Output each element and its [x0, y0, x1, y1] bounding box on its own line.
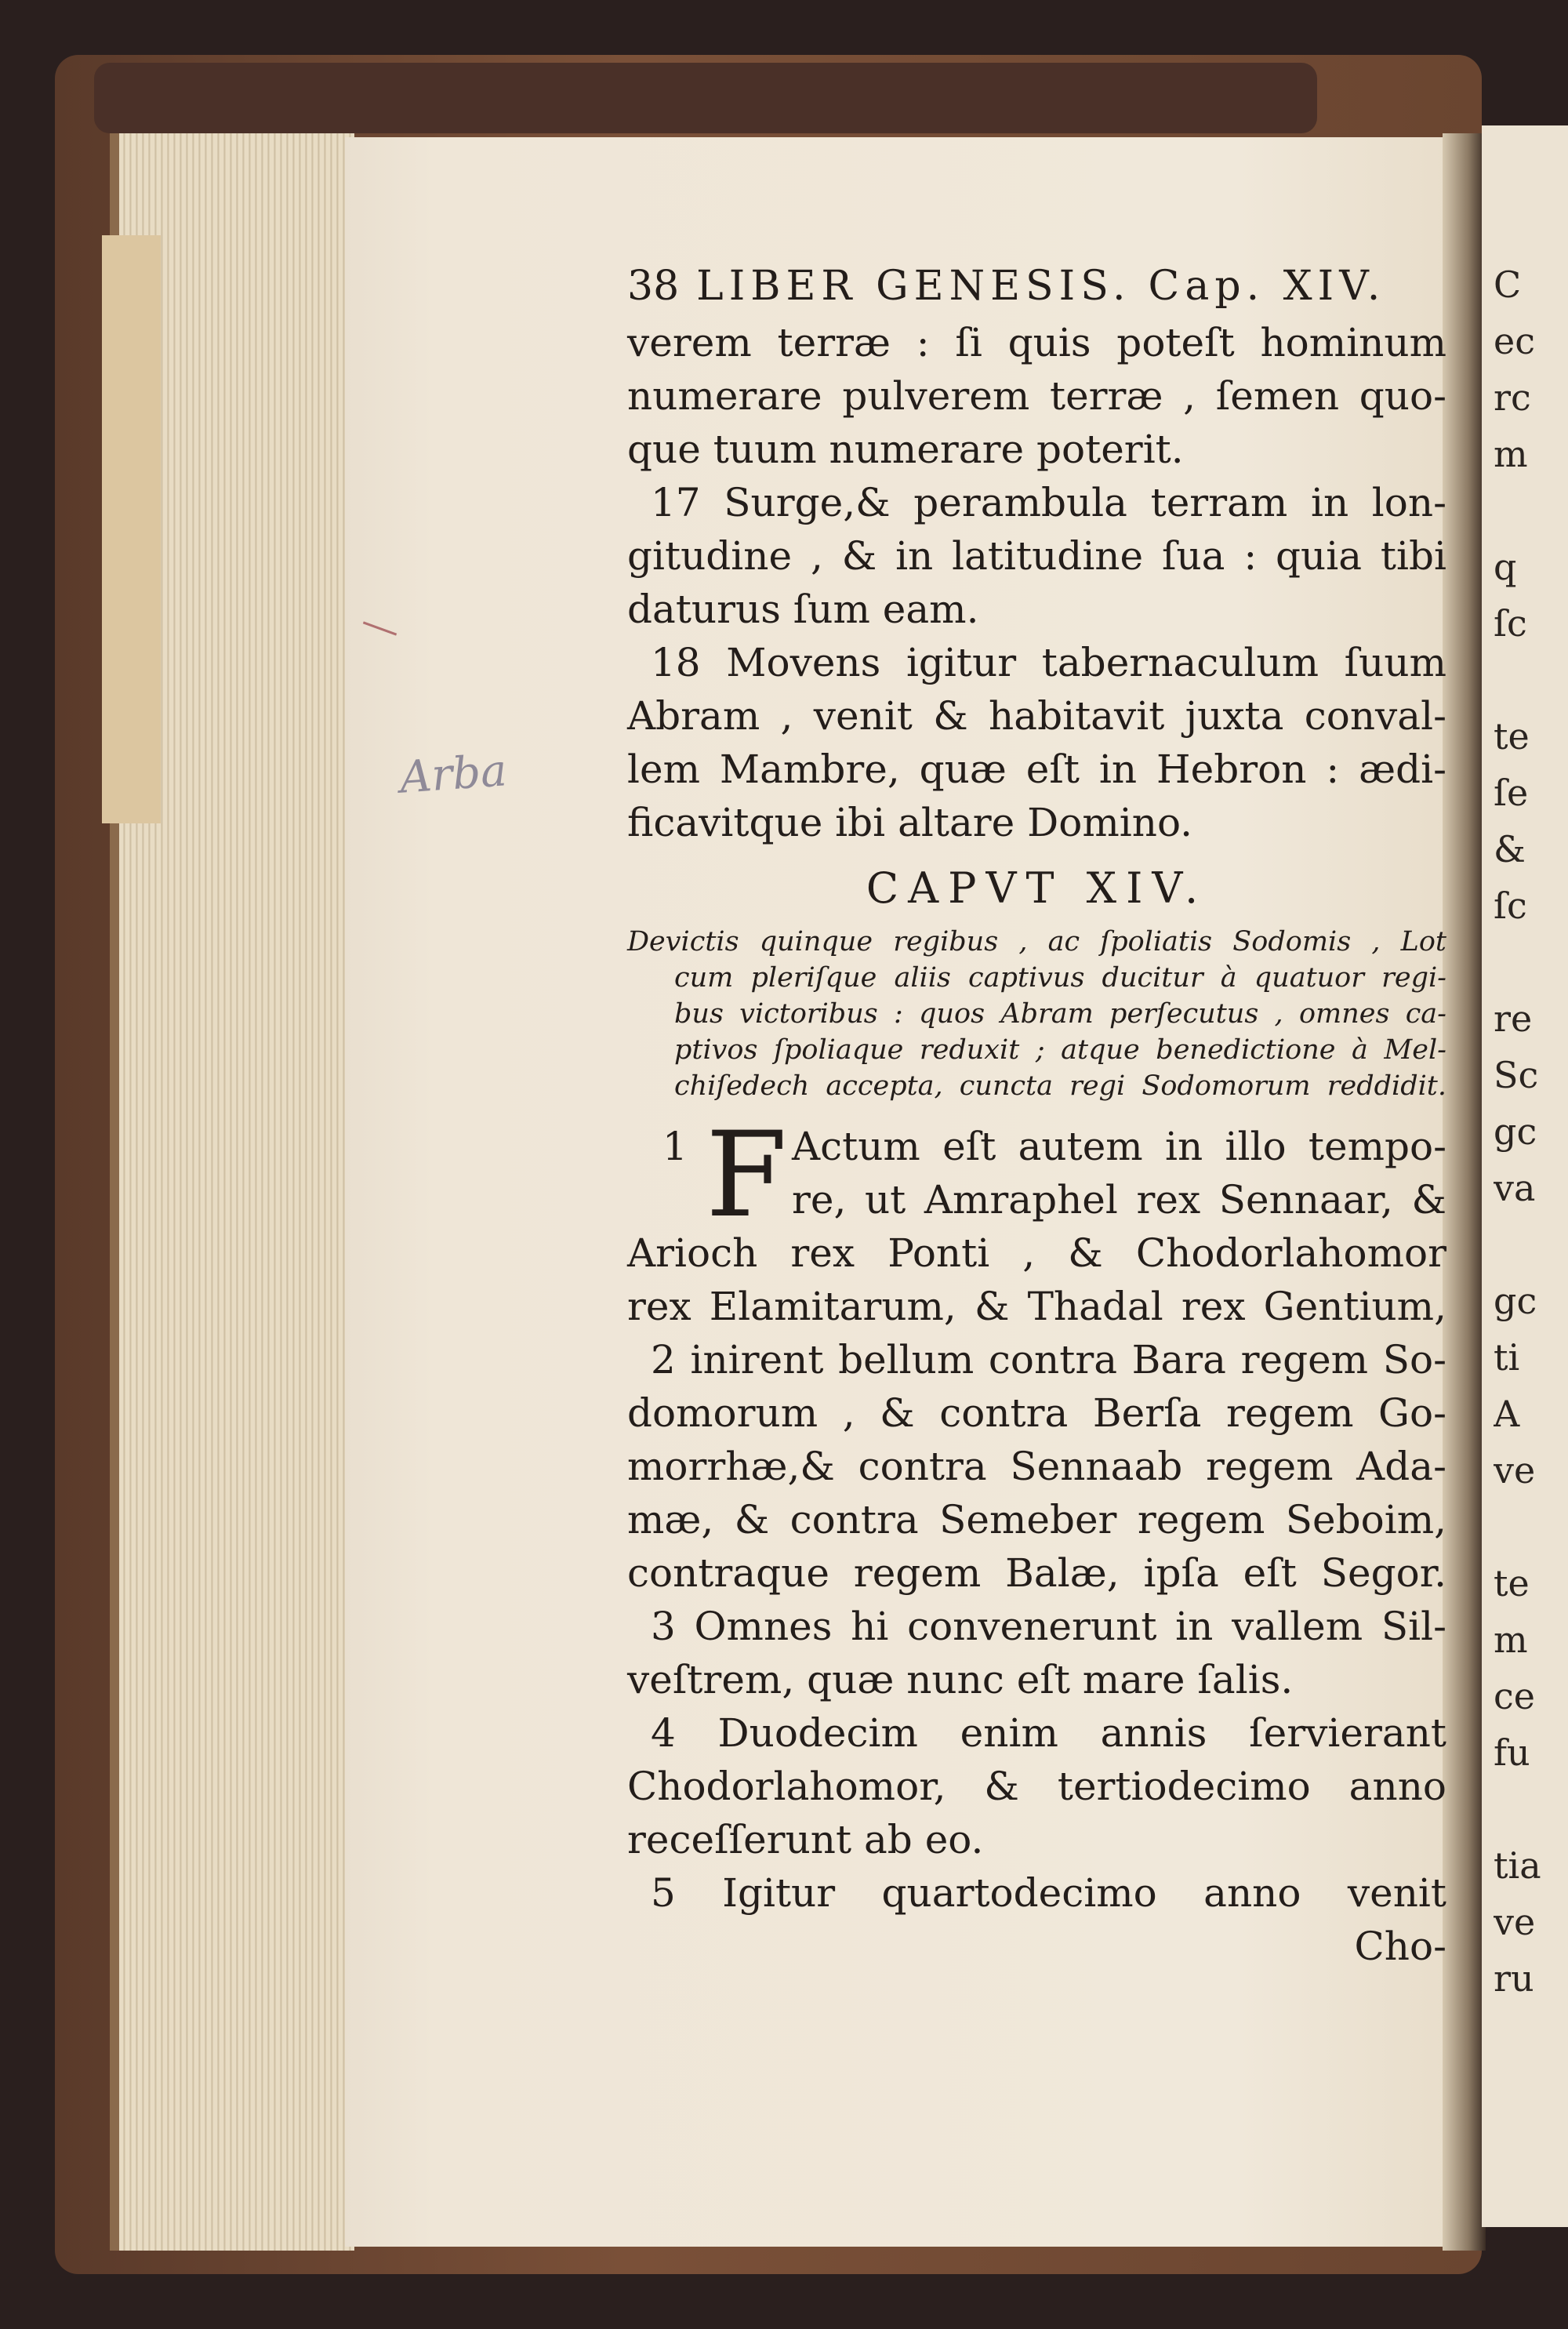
text-line: ptivos ſpoliaque reduxit ; atque benedictione à Mel- — [674, 1034, 1446, 1066]
text-line: receſſerunt ab eo. — [627, 1817, 984, 1862]
facing-page-fragment — [1494, 1509, 1568, 1565]
facing-page-fragment: ve — [1494, 1904, 1536, 1943]
facing-page-fragment: gc — [1494, 1283, 1537, 1322]
facing-page-fragment — [1494, 1791, 1568, 1848]
facing-page-fragment: q — [1494, 549, 1517, 588]
chapter-summary — [627, 924, 1446, 1104]
verses-block-after — [627, 1226, 1446, 1973]
verse-1 — [627, 1107, 1446, 1244]
text-line: cum pleriſque aliis captivus ducitur à quatuor regi- — [674, 962, 1446, 994]
facing-page-fragment: C — [1494, 267, 1522, 306]
text-line: numerare pulverem terræ , ſemen quo- — [627, 373, 1446, 419]
facing-page-fragment: ti — [1494, 1339, 1520, 1379]
bookmark-slip — [102, 235, 161, 823]
facing-page-fragment: fu — [1494, 1735, 1530, 1774]
verses-block-before — [627, 316, 1446, 849]
facing-page-fragment: ſc — [1494, 888, 1527, 927]
text-line: 4 Duodecim enim annis ſervierant — [651, 1710, 1446, 1756]
text-line: bus victoribus : quos Abram perſecutus , omnes ca- — [674, 998, 1446, 1030]
text-line: 2 inirent bellum contra Bara regem So- — [651, 1337, 1446, 1383]
facing-page-fragment — [1494, 492, 1568, 549]
text-line: veſtrem, quæ nunc eſt mare ſalis. — [627, 1657, 1294, 1702]
facing-page-fragment: ſe — [1494, 775, 1529, 814]
text-line: 5 Igitur quartodecimo anno venit — [651, 1870, 1446, 1916]
facing-page-fragment: rc — [1494, 380, 1531, 419]
page-gutter — [1443, 133, 1486, 2251]
page-number: 38 — [627, 263, 680, 310]
facing-page-fragment — [1494, 662, 1568, 718]
text-line: domorum , & contra Berſa regem Go- — [627, 1390, 1446, 1436]
facing-page-fragment: A — [1494, 1396, 1520, 1435]
text-line: Arioch rex Ponti , & Chodorlahomor — [627, 1230, 1446, 1276]
facing-page-fragment: ve — [1494, 1452, 1536, 1492]
chapter-reference: Cap. XIV. — [1148, 263, 1386, 310]
text-line: chiſedech accepta, cuncta regi Sodomorum reddidit. — [674, 1070, 1446, 1102]
text-line: 17 Surge,& perambula terram in lon- — [651, 480, 1446, 525]
text-line: daturus ſum eam. — [627, 587, 979, 632]
text-line: que tuum numerare poterit. — [627, 427, 1184, 472]
text-line: Abram , venit & habitavit juxta conval- — [627, 693, 1446, 739]
facing-page-fragment — [1494, 944, 1568, 1001]
facing-page-fragment: tia — [1494, 1848, 1541, 1887]
text-line: 3 Omnes hi convenerunt in vallem Sil- — [651, 1604, 1446, 1649]
drop-cap: F — [706, 1107, 788, 1244]
facing-page-fragment: ce — [1494, 1678, 1535, 1717]
text-line: mæ, & contra Semeber regem Seboim, — [627, 1497, 1446, 1542]
facing-page-fragment: re — [1494, 1001, 1533, 1040]
handwritten-margin-note: Arba — [397, 745, 509, 804]
text-line: Cho- — [1354, 1924, 1446, 1969]
facing-page-fragment: & — [1494, 831, 1526, 870]
text-line: morrhæ,& contra Sennaab regem Ada- — [627, 1444, 1446, 1489]
facing-page-fragment: gc — [1494, 1114, 1537, 1153]
running-head — [627, 263, 1446, 310]
text-line: lem Mambre, quæ eſt in Hebron : ædi- — [627, 747, 1446, 792]
facing-page-fragment: Sc — [1494, 1057, 1539, 1096]
facing-page-fragment — [1494, 1226, 1568, 1283]
facing-page-fragment: ec — [1494, 323, 1535, 362]
chapter-heading: CAPVT XIV. — [866, 863, 1208, 913]
facing-page-fragment: m — [1494, 436, 1528, 475]
facing-page-fragment: va — [1494, 1170, 1536, 1209]
text-line: gitudine , & in latitudine ſua : quia tibi — [627, 533, 1446, 579]
facing-page-fragment: te — [1494, 718, 1530, 758]
text-line: ficavitque ibi altare Domino. — [627, 800, 1193, 845]
text-line: Actum eſt autem in illo tempo- — [792, 1124, 1446, 1169]
verse-number: 1 — [662, 1124, 688, 1169]
text-line: verem terræ : ſi quis poteſt hominum — [627, 320, 1446, 365]
text-line: 18 Movens igitur tabernaculum ſuum — [651, 640, 1446, 685]
facing-page-fragment: te — [1494, 1565, 1530, 1604]
facing-page-fragment: ſc — [1494, 605, 1527, 645]
text-line: re, ut Amraphel rex Sennaar, & — [792, 1177, 1446, 1223]
facing-page-fragment: ru — [1494, 1960, 1534, 2000]
book-cover-top — [94, 63, 1317, 133]
text-line: contraque regem Balæ, ipſa eſt Segor. — [627, 1550, 1446, 1596]
text-line: Devictis quinque regibus , ac ſpoliatis Sodomis , Lot — [627, 926, 1446, 957]
facing-page-fragment: m — [1494, 1622, 1528, 1661]
text-line: Chodorlahomor, & tertiodecimo anno — [627, 1764, 1446, 1809]
text-line: rex Elamitarum, & Thadal rex Gentium, — [627, 1284, 1446, 1329]
text-block — [627, 263, 1446, 1973]
book-title: LIBER GENESIS. — [696, 263, 1131, 310]
facing-page-text — [1494, 267, 1568, 2017]
